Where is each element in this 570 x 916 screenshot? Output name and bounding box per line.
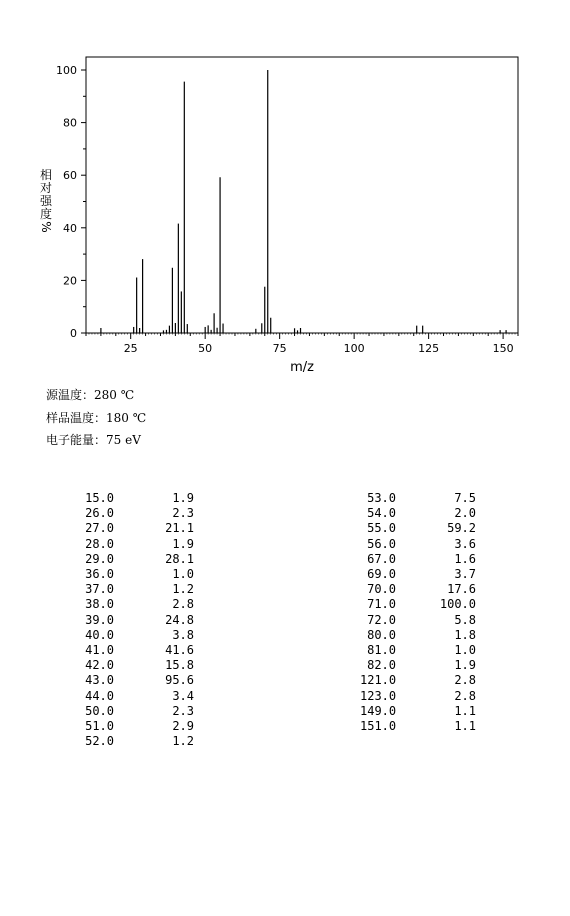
peak-intensity: 1.1 (454, 703, 476, 718)
peak-intensity: 15.8 (165, 658, 194, 673)
peak-mz: 67.0 (367, 551, 396, 566)
peak-intensity: 1.9 (172, 536, 194, 551)
peak-intensity: 17.6 (447, 582, 476, 597)
x-axis-label: m/z (290, 360, 314, 375)
peak-mz: 40.0 (85, 627, 114, 642)
y-label-char: % (39, 221, 53, 233)
y-tick-label: 100 (56, 64, 77, 77)
x-tick-label: 50 (198, 342, 213, 355)
mass-spectrum-chart (0, 0, 570, 380)
peak-intensity: 3.8 (172, 627, 194, 642)
peak-mz: 80.0 (367, 627, 396, 642)
peak-mz: 70.0 (367, 582, 396, 597)
peak-mz: 123.0 (360, 688, 397, 703)
peak-intensity: 59.2 (447, 521, 476, 536)
y-label-char: 强 (39, 194, 53, 208)
x-tick-label: 25 (123, 342, 138, 355)
peak-mz: 27.0 (85, 521, 114, 536)
peak-mz: 26.0 (85, 506, 114, 521)
peak-mz: 41.0 (85, 643, 114, 657)
condition-value: 180 ℃ (106, 411, 147, 425)
peak-mz: 149.0 (360, 703, 397, 718)
peak-intensity: 1.0 (454, 643, 476, 657)
peak-mz: 43.0 (85, 673, 114, 688)
peak-mz: 71.0 (367, 597, 396, 612)
y-tick-label: 60 (63, 169, 77, 183)
peak-intensity: 5.8 (454, 612, 476, 627)
peak-intensity: 2.8 (454, 673, 476, 688)
x-tick-label: 75 (272, 342, 287, 355)
peak-intensity: 1.6 (454, 551, 476, 566)
peak-intensity: 1.2 (172, 734, 194, 749)
x-axis (86, 333, 518, 355)
y-tick-label: 40 (63, 221, 77, 235)
peak-intensity: 3.4 (172, 688, 194, 703)
x-tick-label: 125 (418, 342, 440, 355)
y-axis (56, 64, 86, 340)
peak-intensity: 100.0 (439, 597, 476, 612)
peak-intensity: 28.1 (165, 551, 194, 566)
y-label-char: 度 (39, 207, 53, 221)
y-tick-label: 20 (63, 274, 77, 288)
x-tick-label: 150 (492, 342, 514, 355)
peak-mz: 29.0 (85, 551, 114, 566)
condition-value: 280 ℃ (94, 388, 135, 402)
peak-intensity: 2.8 (454, 688, 476, 703)
y-tick-label: 80 (63, 116, 77, 130)
y-tick-label: 0 (70, 327, 77, 340)
peak-intensity: 24.8 (165, 612, 194, 627)
peak-intensity: 21.1 (165, 521, 194, 536)
peak-mz: 121.0 (360, 673, 397, 688)
peak-intensity: 1.0 (172, 567, 194, 581)
peak-intensity: 1.9 (172, 491, 194, 505)
peak-intensity: 2.8 (172, 597, 194, 612)
y-label-char: 对 (39, 181, 53, 195)
peak-mz: 37.0 (85, 582, 114, 597)
peak-mz: 15.0 (85, 491, 114, 505)
peak-intensity: 1.2 (172, 582, 194, 597)
peak-mz: 55.0 (367, 521, 396, 536)
peak-mz: 82.0 (367, 658, 396, 673)
peak-intensity: 2.9 (172, 719, 194, 733)
peak-mz: 56.0 (367, 536, 396, 551)
peak-intensity: 41.6 (165, 643, 194, 657)
condition-label: 电子能量： (46, 433, 107, 447)
peak-intensity: 1.1 (454, 719, 476, 733)
peak-mz: 151.0 (360, 719, 397, 733)
peak-mz: 53.0 (367, 491, 396, 505)
peak-intensity: 3.7 (454, 567, 476, 581)
y-label-char: 相 (39, 168, 53, 182)
peak-mz: 52.0 (85, 734, 114, 749)
x-tick-label: 100 (343, 342, 365, 355)
peak-intensity: 1.9 (454, 658, 476, 673)
peak-intensity: 1.8 (454, 627, 476, 642)
peak-mz: 72.0 (367, 612, 396, 627)
peak-intensity: 3.6 (454, 536, 476, 551)
peak-mz: 28.0 (85, 536, 114, 551)
peak-intensity: 2.0 (454, 506, 476, 521)
peak-mz: 42.0 (85, 658, 114, 673)
peak-mz: 39.0 (85, 612, 114, 627)
y-axis-label (39, 167, 53, 233)
peak-mz: 38.0 (85, 597, 114, 612)
peak-intensity: 95.6 (165, 673, 194, 688)
peak-intensity: 7.5 (454, 491, 476, 505)
peak-mz: 81.0 (367, 643, 396, 657)
peak-mz: 44.0 (85, 688, 114, 703)
peak-mz: 69.0 (367, 567, 396, 581)
sample-temperature (46, 411, 146, 425)
peak-mz: 50.0 (85, 703, 114, 718)
peak-bars (101, 70, 506, 333)
peak-mz: 54.0 (367, 506, 396, 521)
plot-frame (86, 57, 518, 333)
electron-energy (46, 433, 141, 447)
peak-intensity: 2.3 (172, 703, 194, 718)
condition-label: 源温度： (46, 388, 95, 402)
peak-intensity: 2.3 (172, 506, 194, 521)
peak-mz: 51.0 (85, 719, 114, 733)
peak-mz: 36.0 (85, 567, 114, 581)
condition-label: 样品温度： (46, 411, 107, 425)
condition-value: 75 eV (106, 433, 141, 447)
source-temperature (46, 388, 134, 402)
